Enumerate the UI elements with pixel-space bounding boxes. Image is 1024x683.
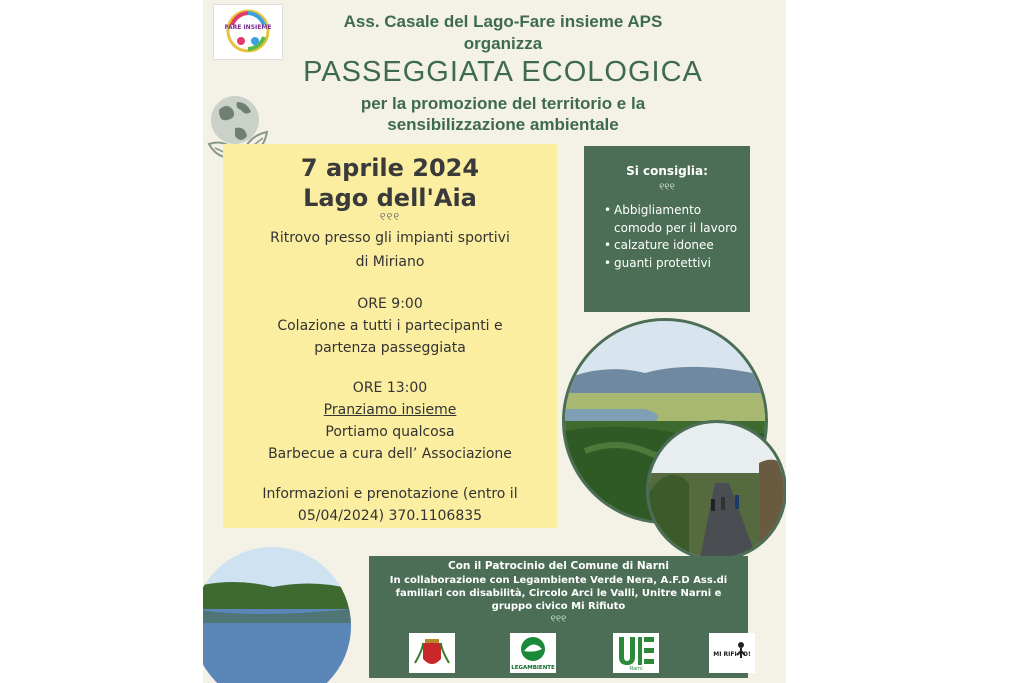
comune-narni-crest-icon	[409, 633, 455, 673]
time-1: ORE 9:00	[357, 296, 423, 312]
advice-divider: ୧୧୧	[659, 182, 675, 193]
event-date: 7 aprile 2024	[300, 154, 480, 182]
lunch-heading: Pranziamo insieme	[323, 402, 457, 418]
info-line-1: Informazioni e prenotazione (entro il	[262, 486, 518, 502]
legambiente-logo-icon	[510, 633, 556, 673]
divider-dots: ୧୧୧	[379, 210, 401, 223]
logo-text: FARE INSIEME	[224, 24, 272, 31]
walking-path-photo	[646, 420, 786, 561]
info-line-2: 05/04/2024) 370.1106835	[297, 508, 483, 524]
patronage-box	[369, 556, 751, 678]
logo-label: Narni	[629, 666, 643, 672]
event-place: Lago dell'Aia	[303, 184, 477, 212]
bring-something: Portiamo qualcosa	[325, 424, 455, 440]
subtitle-line-2: sensibilizzazione ambientale	[387, 115, 619, 134]
advice-title: Si consiglia:	[626, 164, 708, 178]
advice-item: • Abbigliamento comodo per il lavoro	[604, 202, 746, 237]
lake-photo	[203, 547, 351, 683]
patronage-line: Con il Patrocinio del Comune di Narni	[448, 560, 669, 572]
event-title: PASSEGGIATA ECOLOGICA	[303, 56, 703, 88]
advice-item: • guanti protettivi	[604, 255, 746, 273]
association-name: Ass. Casale del Lago-Fare insieme APS	[343, 12, 663, 31]
unitre-narni-logo-icon	[613, 633, 659, 673]
logo-label: MI RIFI TO!	[713, 651, 751, 658]
meeting-point-line-1: Ritrovo presso gli impianti sportivi	[270, 230, 510, 246]
meeting-point-line-2: di Miriano	[355, 254, 425, 270]
time-2: ORE 13:00	[352, 380, 428, 396]
advice-list	[604, 202, 746, 272]
logo-label: LEGAMBIENTE	[511, 665, 555, 671]
advice-box	[584, 146, 750, 312]
event-poster	[203, 0, 786, 683]
event-details-box	[223, 144, 557, 528]
subtitle-line-1: per la promozione del territorio e la	[360, 94, 646, 113]
mi-rifiuto-logo-icon	[709, 633, 755, 673]
breakfast-line-1: Colazione a tutti i partecipanti e	[277, 318, 503, 334]
collaboration-text: In collaborazione con Legambiente Verde Nera, A.F.D Ass.di familiari con disabilità, Circolo Arci le Valli, Unitre Narni e gruppo civico Mi Rifiuto	[389, 575, 728, 613]
patronage-divider: ୧୧୧	[550, 614, 567, 625]
organizza-text: organizza	[463, 34, 543, 53]
breakfast-line-2: partenza passeggiata	[314, 340, 466, 356]
advice-item: • calzature idonee	[604, 237, 746, 255]
barbecue-note: Barbecue a cura dell’ Associazione	[268, 446, 512, 462]
